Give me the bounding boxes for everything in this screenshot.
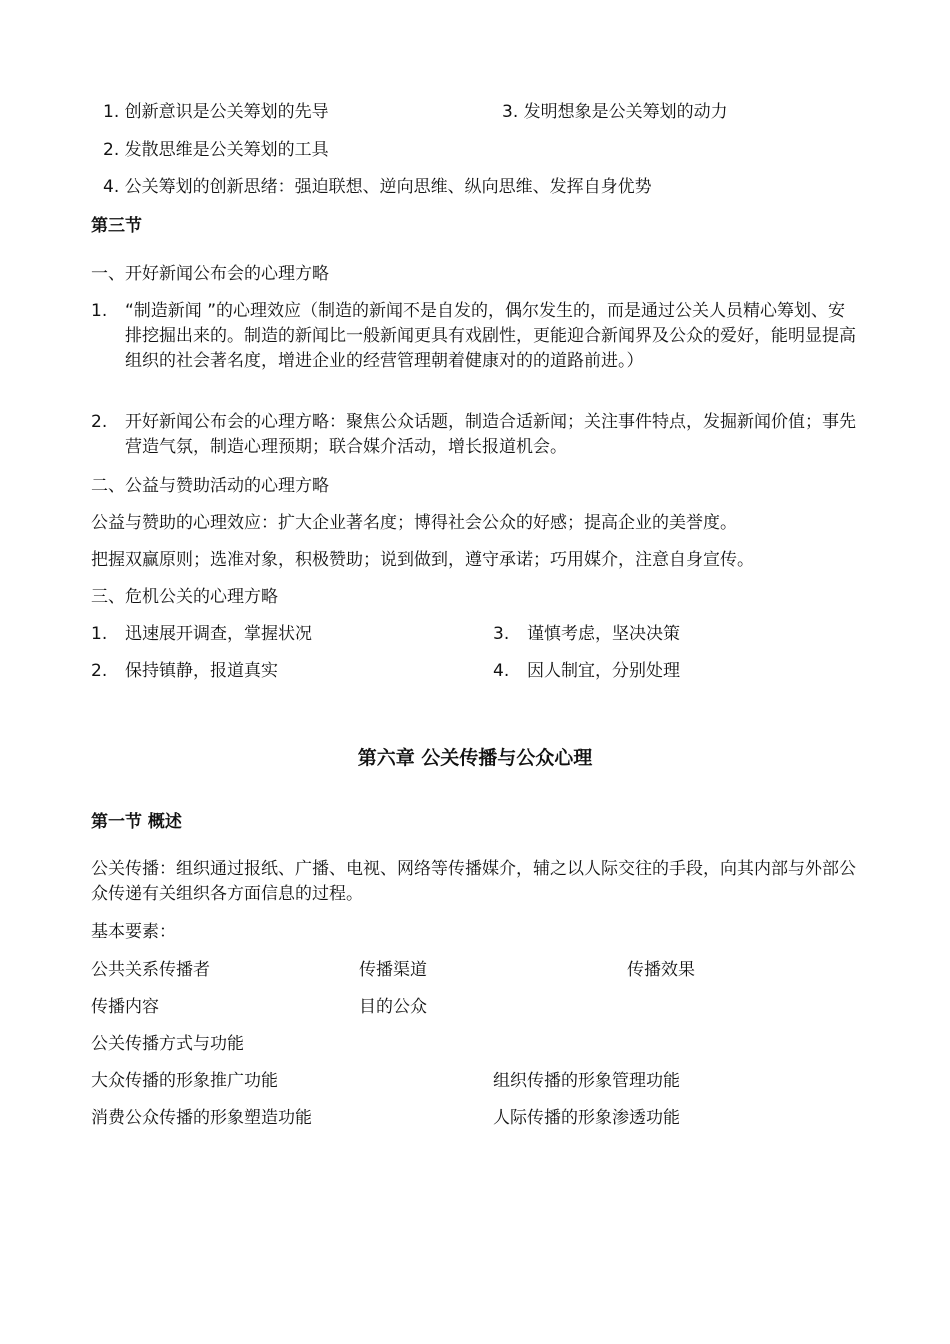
list-item-text: 开好新闻公布会的心理方略：聚焦公众话题，制造合适新闻；关注事件特点，发掘新闻价值；事先营造气氛，制造心理预期；联合媒介活动，增长报道机会。	[125, 412, 856, 457]
list-item: 传播渠道	[359, 960, 427, 980]
list-item-text: 迅速展开调查，掌握状况	[125, 624, 312, 644]
subsection-heading: 一、开好新闻公布会的心理方略	[91, 264, 329, 284]
chapter-title: 第六章 公关传播与公众心理	[357, 747, 593, 769]
list-number: 2.	[91, 412, 108, 432]
list-item: 1. 创新意识是公关筹划的先导	[103, 102, 329, 122]
label: 基本要素：	[91, 922, 176, 942]
list-item: 组织传播的形象管理功能	[493, 1071, 680, 1091]
list-number: 1.	[91, 624, 108, 644]
list-number: 2.	[91, 661, 108, 681]
list-item: 传播内容	[91, 997, 159, 1017]
subsection-heading: 三、危机公关的心理方略	[91, 587, 278, 607]
list-item-text: “制造新闻 ”的心理效应（制造的新闻不是自发的，偶尔发生的，而是通过公关人员精心筹划、安排挖掘出来的。制造的新闻比一般新闻更具有戏剧性，更能迎合新闻界及公众的爱好，能明显提高组织的社会著名度，增进企业的经营管理朝着健康对的的道路前进。）	[125, 301, 856, 371]
list-number: 1.	[91, 301, 108, 321]
paragraph: 把握双赢原则；选准对象，积极赞助；说到做到，遵守承诺；巧用媒介，注意自身宣传。	[91, 550, 754, 570]
list-number: 3.	[493, 624, 510, 644]
list-item: 3. 发明想象是公关筹划的动力	[502, 102, 728, 122]
list-item: 目的公众	[359, 997, 427, 1017]
list-item: 人际传播的形象渗透功能	[493, 1108, 680, 1128]
list-item: 大众传播的形象推广功能	[91, 1071, 278, 1091]
label: 公关传播方式与功能	[91, 1034, 244, 1054]
subsection-heading: 二、公益与赞助活动的心理方略	[91, 476, 329, 496]
list-item: 传播效果	[627, 960, 695, 980]
section-heading: 第三节	[91, 216, 142, 236]
list-item: 4. 公关筹划的创新思绪：强迫联想、逆向思维、纵向思维、发挥自身优势	[103, 177, 652, 197]
section-heading: 第一节 概述	[91, 812, 182, 832]
list-item-text: 保持镇静，报道真实	[125, 661, 278, 681]
list-number: 4.	[493, 661, 510, 681]
list-item: 消费公众传播的形象塑造功能	[91, 1108, 312, 1128]
list-item-text: 因人制宜，分别处理	[527, 661, 680, 681]
list-item: 公共关系传播者	[91, 960, 210, 980]
list-item: 2. 发散思维是公关筹划的工具	[103, 140, 329, 160]
paragraph: 公关传播：组织通过报纸、广播、电视、网络等传播媒介，辅之以人际交往的手段，向其内部与外部公众传递有关组织各方面信息的过程。	[91, 859, 856, 904]
paragraph: 公益与赞助的心理效应：扩大企业著名度；博得社会公众的好感；提高企业的美誉度。	[91, 513, 737, 533]
list-item-text: 谨慎考虑，坚决决策	[527, 624, 680, 644]
